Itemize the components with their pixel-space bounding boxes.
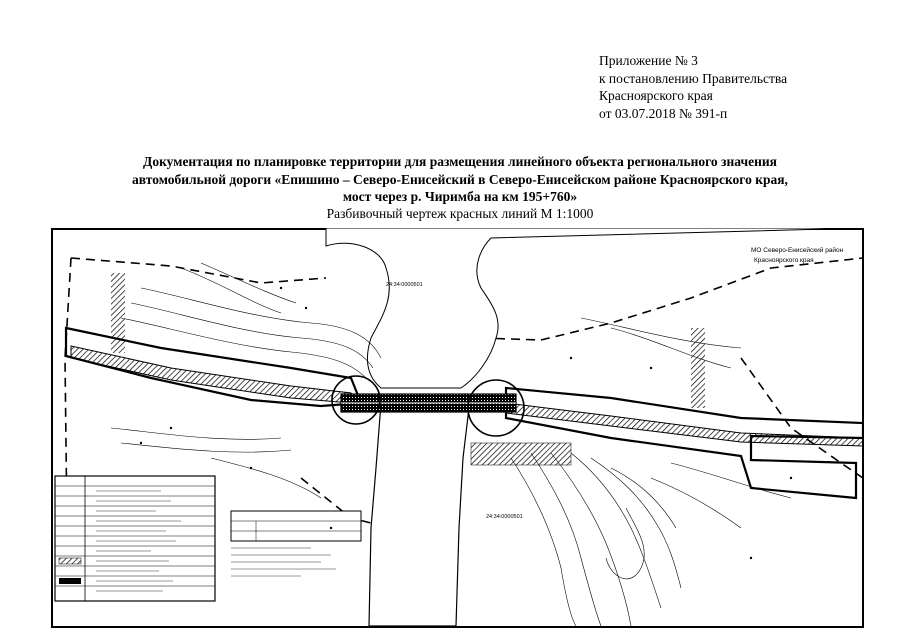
slope-hatch-bank (471, 443, 571, 465)
appendix-block (599, 52, 787, 122)
title-line-3: мост через р. Чиримба на км 195+760» (342, 189, 578, 204)
drawing-svg (51, 228, 864, 628)
title-line-2: автомобильной дороги «Епишино – Северо-Енисейский в Северо-Енисейском районе Красноярского края, (132, 171, 788, 187)
cadastral-label-top: 24:34:0000501 (386, 282, 423, 288)
legend-table-2 (231, 511, 361, 541)
road-left (71, 346, 351, 403)
document-title (60, 153, 860, 206)
appendix-line-3: Красноярского края (599, 88, 713, 103)
cadastral-label-bottom: 24:34:0000501 (486, 514, 523, 520)
appendix-line-2: к постановлению Правительства (599, 70, 788, 86)
river-lower (369, 403, 469, 626)
district-label-1: МО Северо-Енисейский район (751, 247, 844, 254)
title-line-1: Документация по планировке территории для размещения линейного объекта регионального значения (143, 154, 777, 169)
district-label-2: Красноярского края (754, 257, 814, 264)
slope-hatch-right (691, 328, 705, 408)
legend-table (55, 476, 215, 601)
red-lines-drawing (51, 228, 864, 628)
appendix-line-4: от 03.07.2018 № 391-п (599, 105, 728, 121)
contour-lines-right (511, 318, 791, 626)
slope-hatch-left (111, 273, 125, 353)
drawing-subtitle: Разбивочный чертеж красных линий М 1:1000 (326, 206, 594, 221)
appendix-line-1: Приложение № 3 (599, 53, 698, 68)
notes-block (231, 548, 336, 576)
